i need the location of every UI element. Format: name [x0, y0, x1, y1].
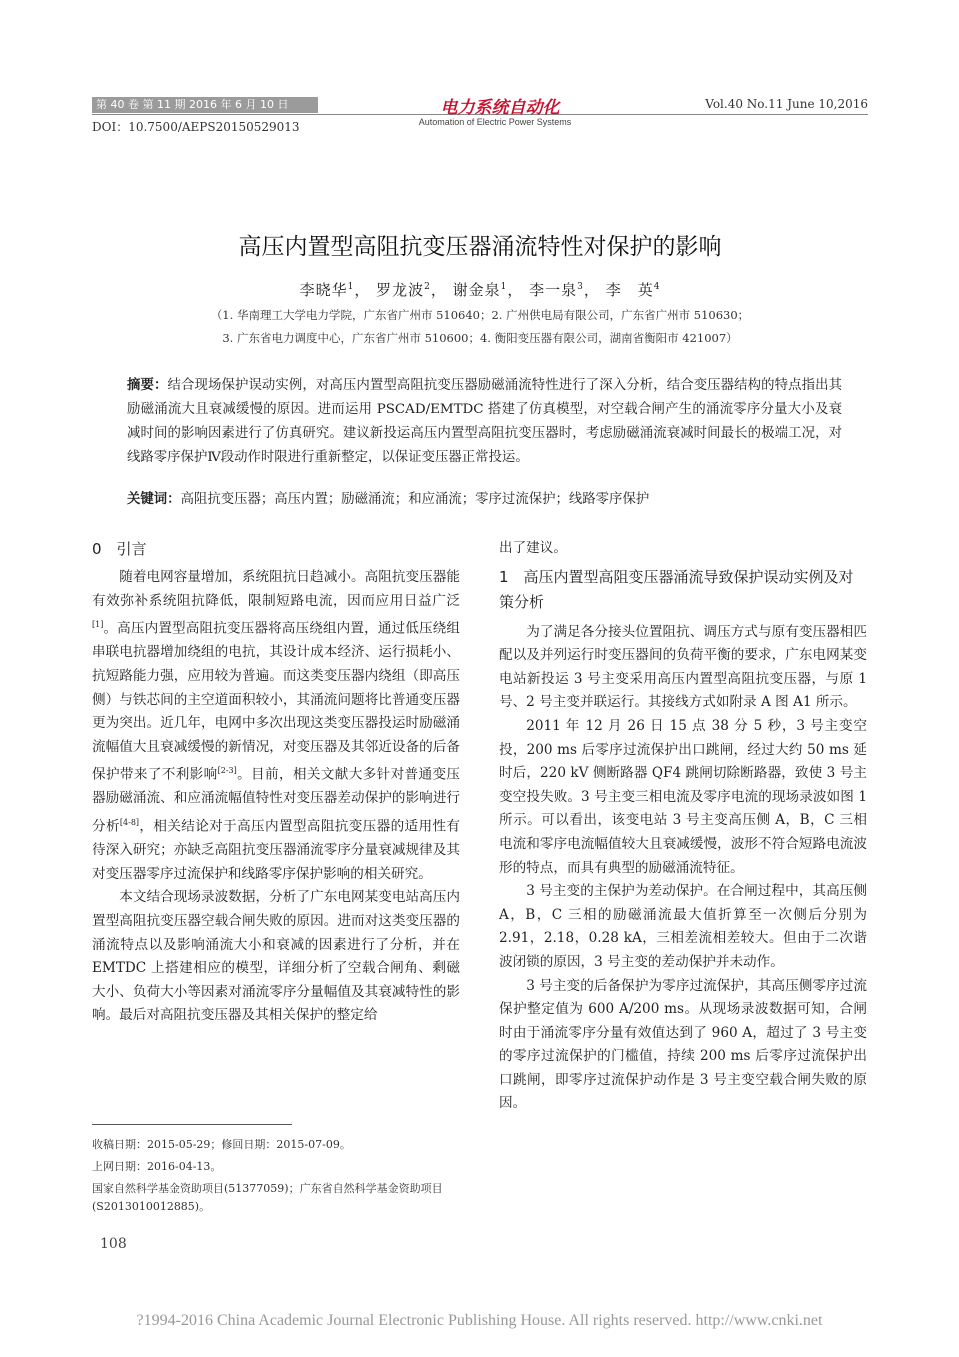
right-column	[499, 537, 867, 1116]
citation: [1]	[92, 620, 104, 630]
author-name: 谢金泉	[452, 281, 501, 299]
copyright-notice: ?1994-2016 China Academic Journal Electronic Publishing House. All rights reserved. http://www.cnki.net	[136, 1312, 823, 1329]
citation: [2-3]	[217, 766, 237, 776]
doi: DOI：10.7500/AEPS20150529013	[92, 120, 300, 134]
text-run: 随着电网容量增加，系统阻抗日趋减小。高阻抗变压器能有效弥补系统阻抗降低，限制短路电流，因而应用日益广泛	[92, 569, 460, 609]
section-heading: 0 引言	[92, 540, 147, 558]
paper-title: 高压内置型高阻抗变压器涌流特性对保护的影响	[238, 234, 722, 260]
author-name: 罗龙波	[376, 281, 425, 299]
paragraph	[92, 566, 460, 886]
author-name: 李晓华	[299, 281, 348, 299]
citation: [4-8]	[119, 818, 140, 827]
paragraph: 3 号主变的后备保护为零序过流保护，其高压侧零序过流保护整定值为 600 A/200 ms。从现场录波数据可知，合闸时由于涌流零序分量有效值达到了 960 A，超过了 3 号主变的零序过流保护的门槛值，持续 200 ms 后零序过流保护出口跳闸，即零序过流保护动作是 3 号主变空载合闸失败的原因。	[499, 977, 867, 1112]
author-affiliation-mark: 3	[577, 282, 584, 292]
footnote-online: 上网日期：2016-04-13。	[92, 1160, 222, 1173]
issue-info-bar: 第 40 卷 第 11 期 2016 年 6 月 10 日	[92, 97, 318, 113]
keywords-label: 关键词：	[127, 492, 181, 507]
footnote-rule	[92, 1124, 292, 1125]
paragraph-continuation: 出了建议。	[499, 540, 567, 556]
author-affiliation-mark: 2	[424, 282, 431, 292]
left-column	[92, 537, 460, 1028]
author-affiliation-mark: 1	[347, 282, 355, 292]
paragraph: 3 号主变的主保护为差动保护。在合闸过程中，其高压侧 A，B，C 三相的励磁涌流最大值折算至一次侧后分别为 2.91，2.18，0.28 kA，三相差流相差较大。但由于二次谐波闭锁的原因，3 号主变的差动保护并未动作。	[499, 883, 867, 970]
affiliation-line: （1. 华南理工大学电力学院，广东省广州市 510640；2. 广州供电局有限公司，广东省广州市 510630；	[210, 308, 750, 322]
keywords-text: 高阻抗变压器；高压内置；励磁涌流；和应涌流；零序过流保护；线路零序保护	[180, 492, 650, 507]
author-affiliation-mark: 1	[500, 282, 508, 292]
author-affiliation-mark: 4	[653, 282, 661, 292]
affiliation-line: 3. 广东省电力调度中心，广东省广州市 510600；4. 衡阳变压器有限公司，湖南省衡阳市 421007）	[222, 331, 738, 345]
text-run: 。目前，相关文献大多针对普通变压器励磁涌流、和应涌流幅值特性对变压器差动保护的影响进行分析	[92, 766, 461, 835]
paragraph: 本文结合现场录波数据，分析了广东电网某变电站高压内置型高阻抗变压器空载合闸失败的原因。进而对这类变压器的涌流特点以及影响涌流大小和衰减的因素进行了分析，并在 EMTDC 上搭建相应的模型，详细分析了空载合闸角、剩磁大小、负荷大小等因素对涌流零序分量幅值及其衰减特性的影响。最后对高阻抗变压器及其相关保护的整定给	[92, 889, 460, 1024]
keywords	[127, 488, 842, 512]
footnote-received: 收稿日期：2015-05-29；修回日期：2015-07-09。	[92, 1138, 351, 1151]
text-run: 。高压内置型高阻抗变压器将高压绕组内置，通过低压绕组串联电抗器增加绕组的电抗，其设计成本经济、运行损耗小、抗短路能力强，应用较为普遍。而这类变压器内绕组（即高压侧）与铁芯间的主空道面积较小，其涌流问题将比普通变压器更为突出。近几年，电网中多次出现这类变压器投运时励磁涌流幅值大且衰减缓慢的新情况，对变压器及其邻近设备的后备保护带来了不利影响	[92, 620, 460, 783]
abstract	[127, 374, 842, 470]
paragraph: 为了满足各分接头位置阻抗、调压方式与原有变压器相匹配以及并列运行时变压器间的负荷平衡的要求，广东电网某变电站新投运 3 号主变采用高压内置型高阻抗变压器，与原 1 号、2 号主变并联运行。其接线方式如附录 A 图 A1 所示。	[499, 623, 867, 711]
author-name: 李一泉	[529, 281, 578, 299]
page-number: 108	[100, 1236, 127, 1252]
journal-logo: 电力系统自动化	[440, 98, 560, 118]
journal-logo-english: Automation of Electric Power Systems	[418, 117, 572, 127]
abstract-text: 结合现场保护误动实例，对高压内置型高阻抗变压器励磁涌流特性进行了深入分析，结合变压器结构的特点指出其励磁涌流大且衰减缓慢的原因。进而运用 PSCAD/EMTDC 搭建了仿真模型，对空载合闸产生的涌流零序分量大小及衰减时间的影响因素进行了仿真研究。建议新投运高压内置型高阻抗变压器时，考虑励磁涌流衰减时间最长的极端工况，对线路零序保护Ⅳ段动作时限进行重新整定，以保证变压器正常投运。	[127, 378, 843, 465]
author-name: 李 英	[605, 281, 654, 299]
section-heading: 1 高压内置型高阻变压器涌流导致保护误动实例及对策分析	[499, 567, 854, 611]
abstract-label: 摘要：	[127, 378, 168, 393]
author-list: 李晓华$^1$， 罗龙波$^2$， 谢金泉$^1$， 李一泉$^3$， 李 英$^4$	[299, 281, 661, 299]
text-run: ，相关结论对于高压内置型高阻抗变压器的适用性有待深入研究；亦缺乏高阻抗变压器涌流零序分量衰减规律及其对变压器零序过流保护和线路零序保护影响的相关研究。	[92, 818, 461, 882]
volume-info: Vol.40 No.11 June 10,2016	[705, 97, 868, 111]
paragraph: 2011 年 12 月 26 日 15 点 38 分 5 秒，3 号主变空投，200 ms 后零序过流保护出口跳闸，经过大约 50 ms 延时后，220 kV 侧断路器 QF4 跳闸切除断路器，致使 3 号主变空投失败。3 号主变三相电流及零序电流的现场录波如图 1 所示。可以看出，该变电站 3 号主变高压侧 A，B，C 三相电流和零序电流幅值较大且衰减缓慢，波形不符合短路电流波形的特点，而具有典型的励磁涌流特征。	[499, 717, 867, 876]
footnote-fund: 国家自然科学基金资助项目(51377059)；广东省自然科学基金资助项目(S2013010012885)。	[92, 1182, 443, 1213]
